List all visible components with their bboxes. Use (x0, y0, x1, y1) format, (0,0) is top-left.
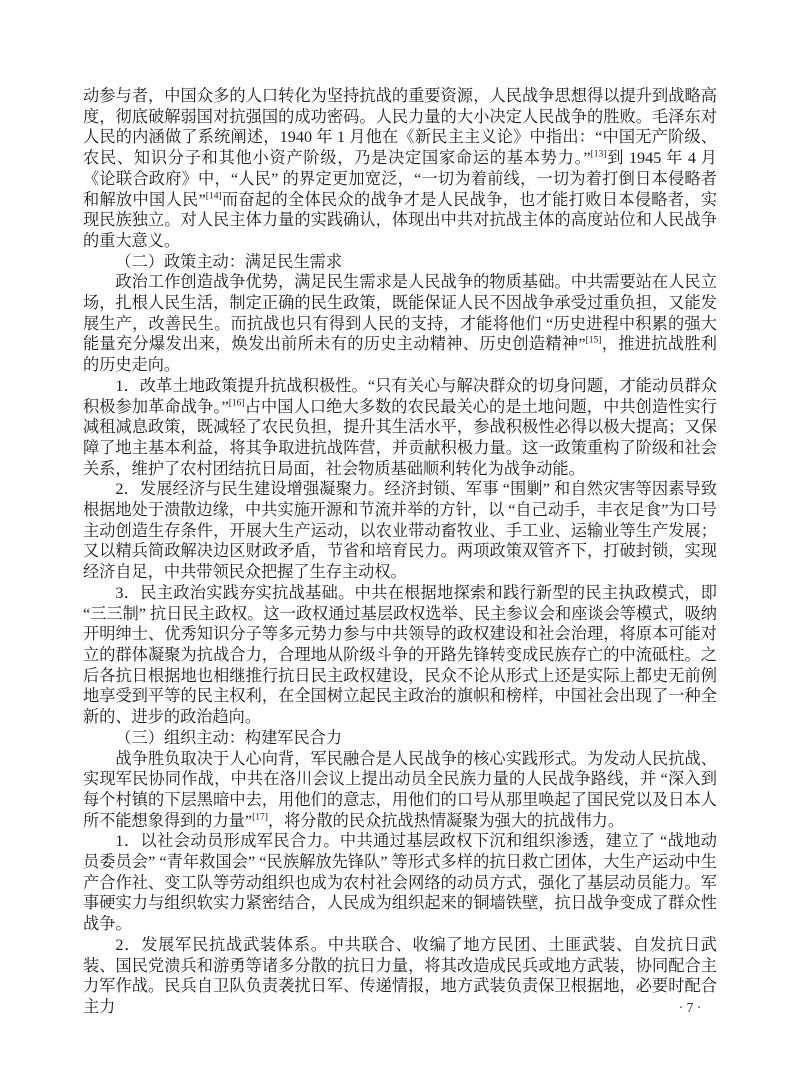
section-heading: （二）政策主动：满足民生需求 (115, 252, 343, 271)
paragraph: 政治工作创造战争优势，满足民生需求是人民战争的物质基础。中共需要站在人民立场，扎根人民生活，制定正确的民生政策，既能保证人民不因战争承受过重负担，又能发展生产，改善民生。而抗战也只有得到人民的支持，才能将他们 “历史进程中积累的强大能量充分爆发出来，焕发出前所未有的历史主动精神、历史创造精神”[15]，推进抗战胜利的历史走向。 (83, 273, 717, 375)
paragraph: 2．发展经济与民生建设增强凝聚力。经济封锁、军事 “围剿” 和自然灾害等因素导致根据地处于溃散边缘，中共实施开源和节流并举的方针，以 “自己动手，丰衣足食”为口号主动创造生存条件，开展大生产运动，以农业带动畜牧业、手工业、运输业等生产发展；又以精兵简政解决边区财政矛盾，节省和培育民力。两项政策双管齐下，打破封锁，实现经济自足，中共带领民众把握了生存主动权。 (83, 480, 717, 582)
paragraph: 3．民主政治实践夯实抗战基础。中共在根据地探索和践行新型的民主执政模式，即“三三制” 抗日民主政权。这一政权通过基层政权选举、民主参议会和座谈会等模式，吸纳开明绅士、优秀知识分子等多元势力参与中共领导的政权建设和社会治理，将原本可能对立的群体凝聚为抗战合力，合理地从阶级斗争的开路先锋转变成民族存亡的中流砥柱。之后各抗日根据地也相继推行抗日民主政权建设，民众不论从形式上还是实际上都史无前例地享受到平等的民主权利，在全国树立起民主政治的旗帜和榜样，中国社会出现了一种全新的、进步的政治趋向。 (83, 583, 717, 727)
section-heading: （三）组织主动：构建军民合力 (115, 728, 343, 747)
paragraph: 1．改革土地政策提升抗战积极性。“只有关心与解决群众的切身问题，才能动员群众积极参加革命战争。”[16]占中国人口绝大多数的农民最关心的是土地问题，中共创造性实行减租减息政策，既减轻了农民负担，提升其生活水平，参战积极性必得以极大提高；又保障了地主基本利益，将其争取进抗战阵营，并贡献积极力量。这一政策重构了阶级和社会关系，维护了农村团结抗日局面，社会物质基础顺利转化为战争动能。 (83, 376, 717, 478)
paragraph: 动参与者，中国众多的人口转化为坚持抗战的重要资源，人民战争思想得以提升到战略高度，彻底破解弱国对抗强国的成功密码。人民力量的大小决定人民战争的胜败。毛泽东对人民的内涵做了系统阐述，1940 年 1 月他在《新民主主义论》中指出：“中国无产阶级、农民、知识分子和其他小资产阶级，乃是决定国家命运的基本势力。”[13]到 1945 年 4 月《论联合政府》中，“人民” 的界定更加宽泛，“一切为着前线，一切为着打倒日本侵略者和解放中国人民”[14]而奋起的全体民众的战争才是人民战争，也才能打败日本侵略者，实现民族独立。对人民主体力量的实践确认，体现出中共对抗战主体的高度站位和人民战争的重大意义。 (83, 87, 717, 250)
page-number: · 7 · (678, 1000, 702, 1015)
page-body (83, 86, 717, 1018)
paragraph: 战争胜负取决于人心向背，军民融合是人民战争的核心实践形式。为发动人民抗战、实现军民协同作战，中共在洛川会议上提出动员全民族力量的人民战争路线，并 “深入到每个村镇的下层黑暗中去，用他们的意志，用他们的口号从那里唤起了国民党以及日本人所不能想象得到的力量”[17]，将分散的民众抗战热情凝聚为强大的抗战伟力。 (83, 749, 717, 830)
paragraph: 2．发展军民抗战武装体系。中共联合、收编了地方民团、土匪武装、自发抗日武装、国民党溃兵和游勇等诸多分散的抗日力量，将其改造成民兵或地方武装，协同配合主力军作战。民兵自卫队负责袭扰日军、传递情报，地方武装负责保卫根据地，必要时配合主力 (83, 935, 717, 1016)
paragraph: 1．以社会动员形成军民合力。中共通过基层政权下沉和组织渗透，建立了 “战地动员委员会” “青年救国会” “民族解放先锋队” 等形式多样的抗日救亡团体，大生产运动中生产合作社、变工队等劳动组织也成为农村社会网络的动员方式，强化了基层动员能力。军事硬实力与组织软实力紧密结合，人民成为组织起来的铜墙铁壁，抗日战争变成了群众性战争。 (83, 832, 717, 934)
footnote-reference: [16] (228, 398, 245, 409)
footnote-reference: [15] (585, 336, 602, 347)
footnote-reference: [17] (252, 812, 268, 823)
footnote-reference: [14] (205, 191, 222, 202)
footnote-reference: [13] (590, 149, 607, 160)
